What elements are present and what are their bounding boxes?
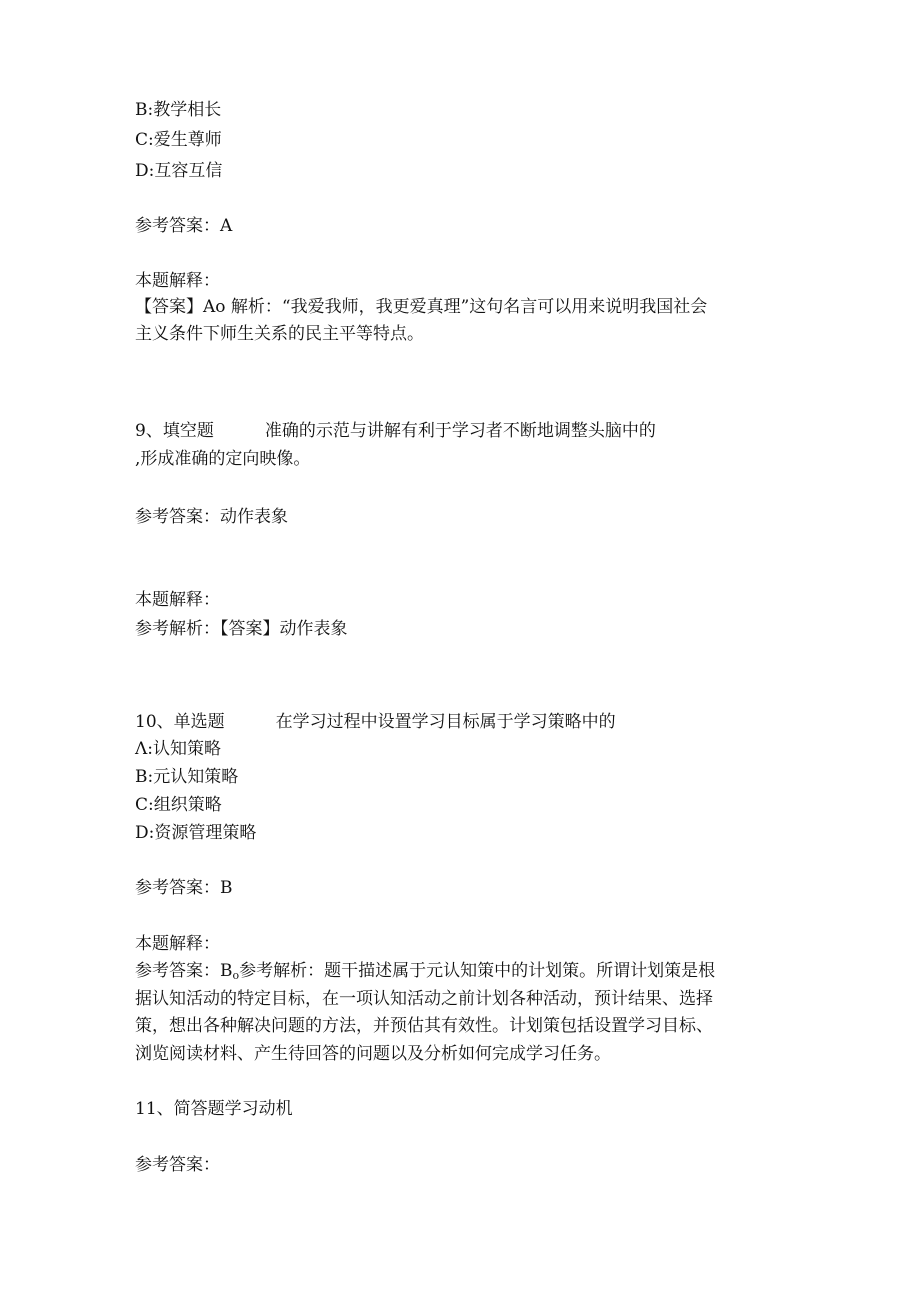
q8-explain-line: 【答案】Ao 解析：“我爱我师，我更爱真理”这句名言可以用来说明我国社会 xyxy=(135,297,708,317)
q10-explain-line xyxy=(135,960,715,987)
q10-explain-subscript: o xyxy=(232,969,240,982)
q8-option-b: B:教学相长 xyxy=(135,100,222,120)
q10-option-a: Λ:认知策略 xyxy=(135,739,222,759)
q11-answer: 参考答案： xyxy=(135,1155,220,1175)
q9-explain-heading: 本题解释： xyxy=(135,590,220,610)
q9-question-continued: ,形成准确的定向映像。 xyxy=(135,449,311,469)
q10-option-b: B:元认知策略 xyxy=(135,767,239,787)
q8-option-d: D:互容互信 xyxy=(135,161,223,181)
q10-option-d: D:资源管理策略 xyxy=(135,823,257,843)
q9-answer: 参考答案：动作表象 xyxy=(135,507,288,527)
q10-explain-heading: 本题解释： xyxy=(135,934,220,954)
q10-answer: 参考答案：B xyxy=(135,878,233,898)
q11-question: 11、简答题学习动机 xyxy=(135,1099,293,1119)
q10-option-c: C:组织策略 xyxy=(135,795,222,815)
q10-explain-rest: 参考解析：题干描述属于元认知策中的计划策。所谓计划策是根 xyxy=(239,961,716,981)
q10-question: 10、单选题 在学习过程中设置学习目标属于学习策略中的 xyxy=(135,712,616,732)
q10-explain-prefix: 参考答案：B xyxy=(135,961,233,981)
q8-explain-heading: 本题解释： xyxy=(135,271,220,291)
q10-explain-line: 浏览阅读材料、产生待回答的问题以及分析如何完成学习任务。 xyxy=(135,1044,611,1064)
q9-explain-line: 参考解析：【答案】动作表象 xyxy=(135,619,348,639)
q8-option-c: C:爱生尊师 xyxy=(135,130,222,150)
q10-explain-line: 据认知活动的特定目标，在一项认知活动之前计划各种活动，预计结果、选择 xyxy=(135,989,713,1009)
q8-answer: 参考答案：A xyxy=(135,216,233,236)
q10-explain-line: 策，想出各种解决问题的方法，并预估其有效性。计划策包括设置学习目标、 xyxy=(135,1016,713,1036)
q9-question: 9、填空题 准确的示范与讲解有利于学习者不断地调整头脑中的 xyxy=(135,421,656,441)
q8-explain-line: 主义条件下师生关系的民主平等特点。 xyxy=(135,324,424,344)
